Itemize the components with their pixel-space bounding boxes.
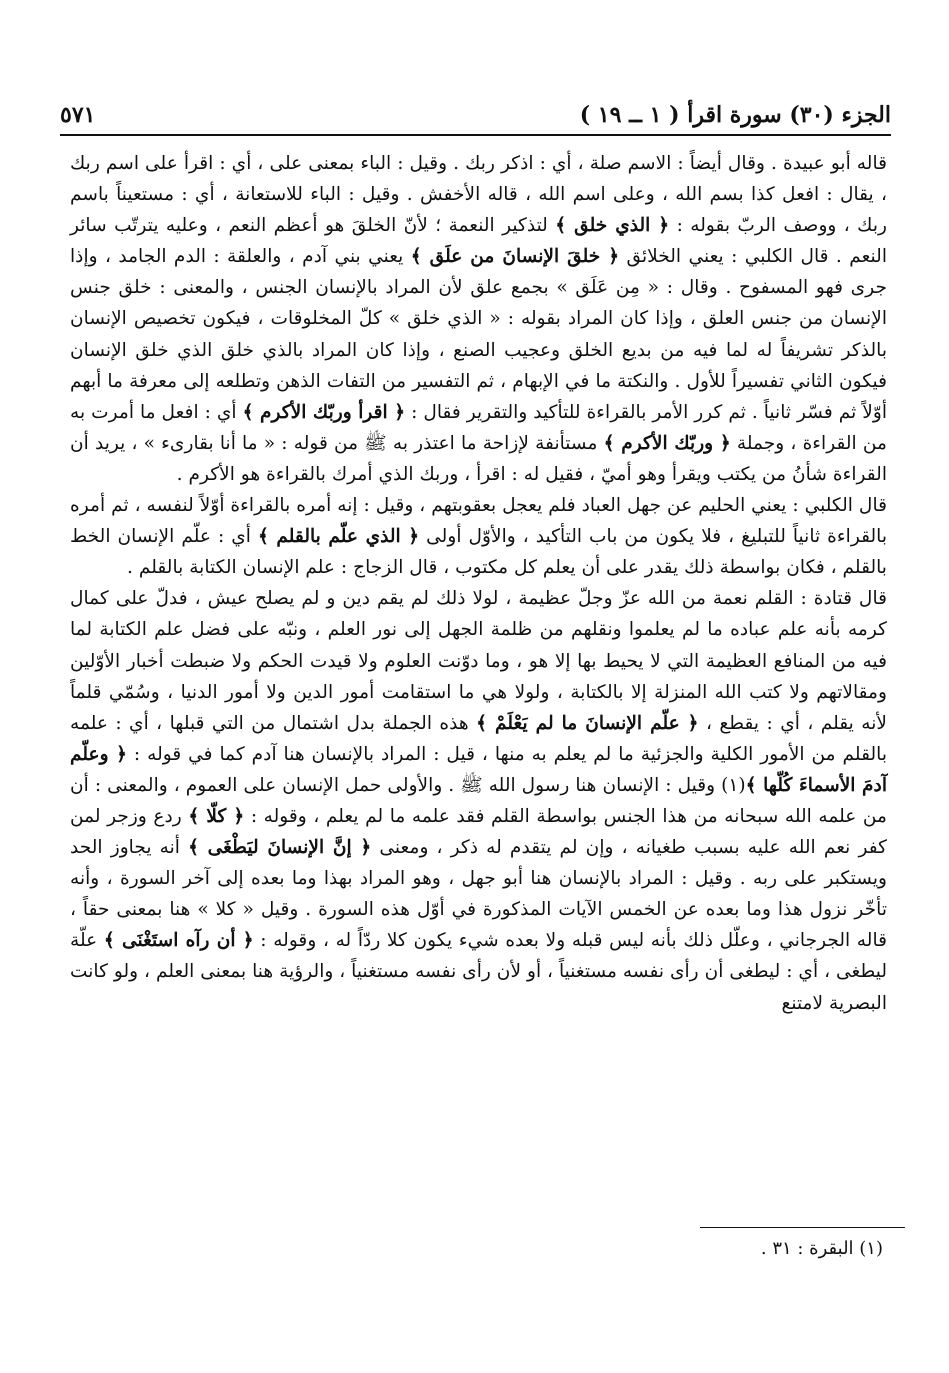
commentary-text: لتذكير النعمة ؛ لأنّ الخلقَ هو أعظم النعم ، وعليه يترتّب سائر النعم . قال الكلبي : يعني الخلائق xyxy=(70,215,887,268)
page-header xyxy=(60,96,891,128)
quran-quote: ﴿ أن رآه استَغْنَى ﴾ xyxy=(103,930,254,952)
quran-quote: ﴿ علّم الإنسانَ ما لم يَعْلَمْ ﴾ xyxy=(476,712,699,734)
footnote: (١) البقرة : ٣١ . xyxy=(760,1238,883,1259)
quran-quote: ﴿ وربّك الأكرم ﴾ xyxy=(603,432,731,454)
commentary-text: هذه الجملة بدل اشتمال من التي قبلها ، أي : علمه بالقلم من الأمور الكلية والجزئية ما لم يعلم به منها ، قيل : المراد بالإنسان هنا آدم كما في قوله : xyxy=(70,712,887,765)
quran-quote: ﴿ خلقَ الإنسانَ من علَق ﴾ xyxy=(410,246,620,268)
commentary-text: يعني بني آدم ، والعلقة : الدم الجامد ، وإذا جرى فهو المسفوح . وقال : « مِن عَلَق » بجمع علق لأن المراد بالإنسان الجنس ، والمعنى : خلق جنس الإنسان من جنس العلق ، وإذا كان المراد بقوله : « الذي خلق » كلّ المخلوقات ، فيكون تخصيص الإنسان بالذكر تشريفاً له لما فيه من بديع الخلق وعجيب الصنع ، وإذا كان المراد بالذي خلق الذي خلق الإنسان فيكون الثاني تفسيراً للأول . والنكتة ما في الإبهام ، ثم التفسير من التفات الذهن وتطلعه إلى معرفة ما أبهم أوّلاً ثم فسّر ثانياً . ثم كرر الأمر بالقراءة للتأكيد والتقرير فقال : xyxy=(70,246,887,423)
running-title: الجزء (٣٠) سورة اقرأ ( ١ ــ ١٩ ) xyxy=(579,102,891,128)
quran-quote: ﴿ الذي خلق ﴾ xyxy=(555,215,670,237)
commentary-text: علّة ليطغى ، أي : ليطغى أن رأى نفسه مستغنياً ، أو لأن رأى نفسه مستغنياً ، والرؤية هنا بمعنى العلم ، ولو كانت البصرية لامتنع xyxy=(70,930,887,1014)
body-text xyxy=(70,148,887,1019)
quran-quote: ﴿ كلّا ﴾ xyxy=(188,805,245,827)
commentary-text: قاله أبو عبيدة . وقال أيضاً : الاسم صلة ، أي : اذكر ربك . وقيل : الباء بمعنى على ، أي : اقرأ على اسم ربك ، يقال : افعل كذا بسم الله ، وعلى اسم الله ، قاله الأخفش . وقيل : الباء للاستعانة ، أي : مستعيناً باسم ربك ، ووصف الربّ بقوله : xyxy=(70,153,888,237)
quran-quote: ﴿ اقرأ وربّك الأكرم ﴾ xyxy=(242,401,406,423)
commentary-text: قال الكلبي : يعني الحليم عن جهل العباد فلم يعجل بعقوبتهم ، وقيل : إنه أمره بالقراءة أوّلاً لنفسه ، ثم أمره بالقراءة ثانياً للتبليغ ، فلا يكون من باب التأكيد ، والأوّل أولى xyxy=(70,495,887,548)
commentary-text: قال قتادة : القلم نعمة من الله عزّ وجلّ عظيمة ، لولا ذلك لم يقم دين و لم يصلح عيش ، فدلّ على كمال كرمه بأنه علم عباده ما لم يعلموا ونقلهم من ظلمة الجهل إلى نور العلم ، ونبّه على فضل علم الكتابة لما فيه من المنافع العظيمة التي لا يحيط بها إلا هو ، وما دوّنت العلوم ولا قيدت الحكم ولا ضبطت أخبار الأوّلين ومقالاتهم ولا كتب الله المنزلة إلا بالكتابة ، ولولا هي ما استقامت أمور الدين ولا أمور الدنيا ، وسُمّي قلماً لأنه يقلم ، أي : يقطع ، xyxy=(70,588,887,734)
footnote-separator xyxy=(700,1227,905,1228)
commentary-text: أي : افعل ما أمرت به من القراءة ، وجملة xyxy=(70,401,887,454)
commentary-text: ردع وزجر لمن كفر نعم الله عليه بسبب طغيانه ، وإن لم يتقدم له ذكر ، ومعنى xyxy=(70,805,887,859)
paragraph xyxy=(70,148,887,490)
commentary-text: أي : علّم الإنسان الخط بالقلم ، فكان بواسطة ذلك يقدر على أن يعلم كل مكتوب ، قال الزجاج : علم الإنسان الكتابة بالقلم . xyxy=(70,526,887,579)
header-rule xyxy=(60,134,891,136)
quran-quote: ﴿ وعلّم آدمَ الأسماءَ كُلّها ﴾ xyxy=(70,743,887,796)
quran-quote: ﴿ الذي علّم بالقلم ﴾ xyxy=(257,526,420,548)
quran-quote: ﴿ إنَّ الإنسانَ ليَطْغَى ﴾ xyxy=(188,837,372,859)
page-number: ٥٧١ xyxy=(60,102,96,128)
commentary-text: مستأنفة لإزاحة ما اعتذر به ﷺ من قوله : « ما أنا بقارىء » ، يريد أن القراءة شأنُ من يكتب ويقرأ وهو أميّ ، فقيل له : اقرأ ، وربك الذي أمرك بالقراءة هو الأكرم . xyxy=(70,432,887,485)
paragraph xyxy=(70,490,887,583)
commentary-text: أنه يجاوز الحد ويستكبر على ربه . وقيل : المراد بالإنسان هنا أبو جهل ، وهو المراد بهذا وما بعده إلى آخر السورة ، وأنه تأخّر نزول هذا وما بعده عن الخمس الآيات المذكورة في أوّل هذه السورة . وقيل « كلا » هنا بمعنى حقاً ، قاله الجرجاني ، وعلّل ذلك بأنه ليس قبله ولا بعده شيء يكون كلا ردّاً له ، وقوله : xyxy=(70,837,887,952)
commentary-text: (١) وقيل : الإنسان هنا رسول الله ﷺ . والأولى حمل الإنسان على العموم ، والمعنى : أن من علمه الله سبحانه من هذا الجنس بواسطة القلم فقد علمه ما لم يعلم ، وقوله : xyxy=(70,774,888,827)
paragraph xyxy=(70,583,887,1018)
